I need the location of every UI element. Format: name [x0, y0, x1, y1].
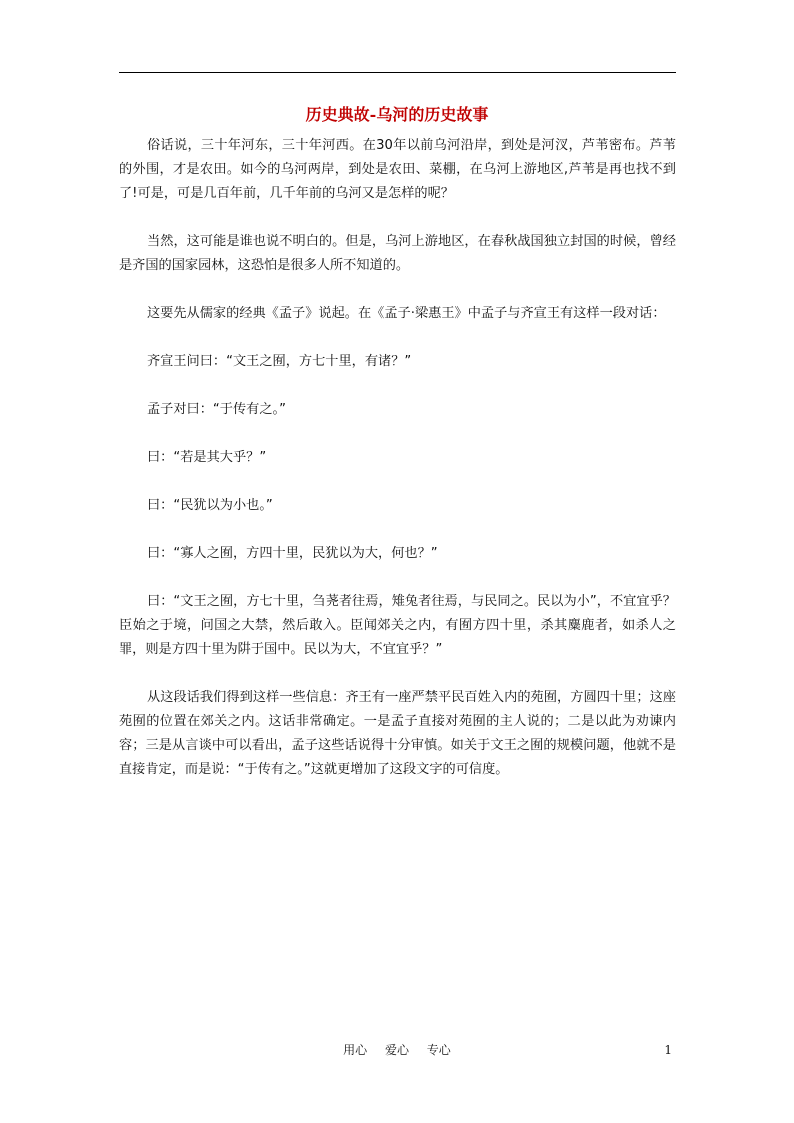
paragraph-2: 当然，这可能是谁也说不明白的。但是，乌河上游地区，在春秋战国独立封国的时候，曾经是齐国的国家园林，这恐怕是很多人所不知道的。	[119, 234, 676, 273]
paragraph-conclusion: 从这段话我们得到这样一些信息：齐王有一座严禁平民百姓入内的苑囿，方圆四十里；这座苑囿的位置在郊关之内。这话非常确定。一是孟子直接对苑囿的主人说的；二是以此为劝谏内容；三是从言谈中可以看出，孟子这些话说得十分审慎。如关于文王之囿的规模问题，他就不是直接肯定，而是说：“于传有之。”这就更增加了这段文字的可信度。	[119, 690, 676, 777]
dialogue-line-2: 孟子对曰：“于传有之。”	[147, 402, 286, 417]
document-body	[119, 134, 676, 782]
paragraph-1: 俗话说，三十年河东，三十年河西。在30年以前乌河沿岸，到处是河汊，芦苇密布。芦苇的外围，才是农田。如今的乌河两岸，到处是农田、菜棚，在乌河上游地区,芦苇是再也找不到了!可是，可是几百年前，几千年前的乌河又是怎样的呢？	[119, 138, 676, 201]
dialogue-line-4: 曰：“民犹以为小也。”	[147, 498, 273, 513]
dialogue-line-6: 曰：“文王之囿，方七十里，刍荛者往焉，雉兔者往焉，与民同之。民以为小”，不宜宜乎？臣始之于境，问国之大禁，然后敢入。臣闻郊关之内，有囿方四十里，杀其麋鹿者，如杀人之罪，则是方四十里为阱于国中。民以为大，不宜宜乎？”	[119, 594, 676, 657]
dialogue-line-1: 齐宣王问曰：“文王之囿，方七十里，有诸？”	[147, 354, 412, 369]
page-footer	[0, 1041, 794, 1061]
footer-motto: 用心 爱心 专心	[343, 1043, 451, 1057]
document-title: 历史典故-乌河的历史故事	[305, 105, 489, 124]
paragraph-3: 这要先从儒家的经典《孟子》说起。在《孟子·梁惠王》中孟子与齐宣王有这样一段对话：	[147, 306, 666, 321]
page-number: 1	[664, 1043, 672, 1057]
dialogue-line-5: 曰：“寡人之囿，方四十里，民犹以为大，何也？”	[147, 546, 438, 561]
header-rule	[119, 72, 676, 73]
dialogue-line-3: 曰：“若是其大乎？”	[147, 450, 267, 465]
